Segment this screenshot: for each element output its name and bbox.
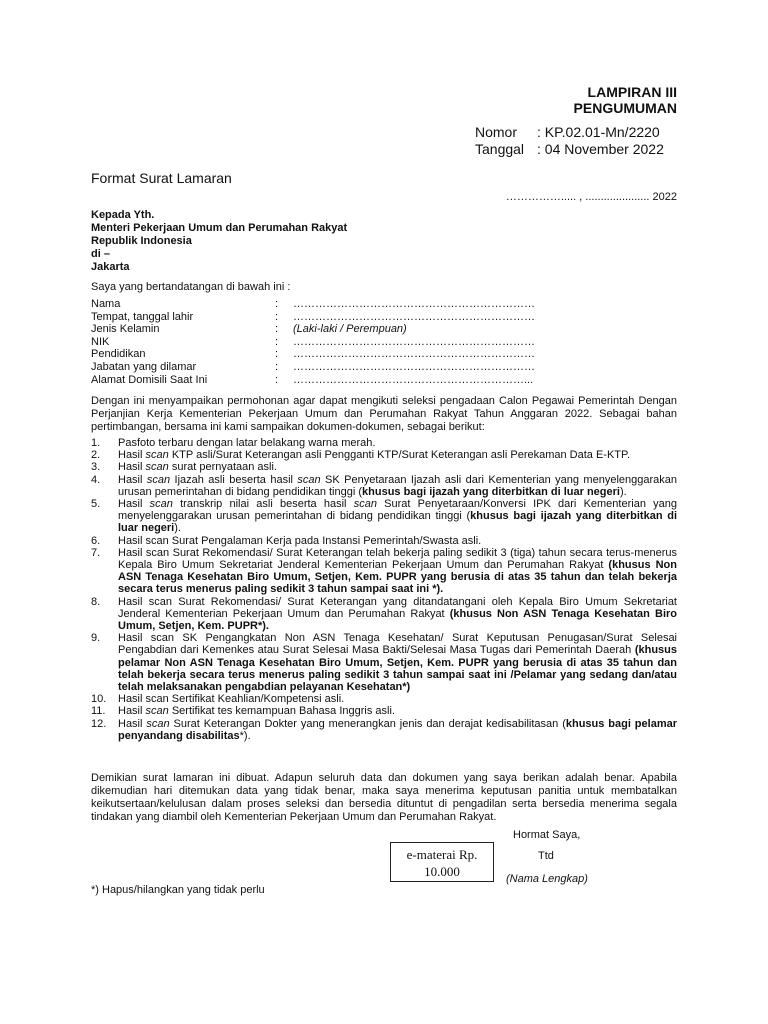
applicant-fields [91,298,583,386]
document-item [91,437,677,449]
field-row [91,311,583,324]
field-row [91,323,583,336]
recipient-address [91,209,347,274]
field-label: Jabatan yang dilamar [91,360,197,373]
reference-block [475,124,664,158]
field-value: ………………………………………………………… [293,298,535,310]
document-text-part: (khusus Non ASN Tenaga Kesehatan Biro Umum, Setjen, Kem. PUPR yang berusia di atas 35 tahun dan telah bekerja secara terus menerus paling sedikit 3 tahun sampai saat ini *). [118,559,677,596]
document-text-part: Hasil [118,461,146,474]
address-country: Republik Indonesia [91,235,192,247]
document-number: 7. [91,546,101,559]
document-text [118,596,677,633]
field-label: Jenis Kelamin [91,323,160,336]
document-item [91,498,677,535]
field-colon: : [275,335,279,348]
document-number: 6. [91,534,101,547]
field-label: NIK [91,335,110,348]
address-at: di – [91,248,110,260]
e-materai-box [390,842,494,882]
field-value: ………………………………………………………… [293,335,535,348]
field-colon: : [275,373,279,386]
document-text [118,437,677,449]
document-text-part: scan [353,498,377,511]
document-number: 11. [91,705,106,718]
field-label: Nama [91,298,121,310]
regards-text: Hormat Saya, [513,829,581,841]
document-text-part: SK Penyetaraan Ijazah asli dari Kementerian yang menyelenggarakan urusan pemerintahan di bidang pendidikan tinggi ( [118,473,677,498]
document-text [118,705,677,717]
document-text-part: Hasil [118,705,146,718]
document-number: 10. [91,693,107,706]
document-text [118,693,677,705]
document-text [118,718,677,742]
field-value: ………………………………………………………... [293,373,534,386]
document-item [91,693,677,705]
reference-date: Tanggal : 04 November 2022 [475,141,664,157]
document-number: 3. [91,461,101,474]
document-item [91,449,677,461]
document-text-part: ). [619,485,627,498]
document-text-part: (khusus pelamar Non ASN Tenaga Kesehatan Biro Umum, Setjen, Kem. PUPR yang berusia di atas 35 tahun dan telah bekerja secara terus menerus paling sedikit 3 tahun sampai saat ini /Pelamar yang sedang dan/atau telah melaksanakan pengabdian pelayanan Kesehatan*) [118,644,677,694]
document-text-part: Hasil scan Surat Pengalaman Kerja pada Instansi Pemerintah/Swasta asli. [118,534,482,547]
document-text-part: khusus bagi pelamar penyandang disabilitas [118,717,677,742]
field-row [91,361,583,374]
format-title: Format Surat Lamaran [91,170,232,186]
document-text-part: scan [146,717,170,730]
document-item [91,705,677,717]
document-text-part: Pasfoto terbaru dengan latar belakang warna merah. [118,437,376,449]
document-list [91,437,677,742]
document-text-part: Ijazah asli beserta hasil [170,473,298,486]
document-number: 12. [91,717,107,730]
document-number: 1. [91,437,101,449]
address-city: Jakarta [91,261,130,273]
address-office: Menteri Pekerjaan Umum dan Perumahan Rakyat [91,222,348,234]
document-text-part: transkrip nilai asli beserta hasil [172,498,354,511]
attachment-header [574,84,677,116]
field-value: ………………………………………………………… [293,310,535,323]
field-colon: : [275,298,279,310]
signature-ttd: Ttd [538,850,554,862]
document-text [118,547,677,596]
document-text-part: Hasil scan SK Pengangkatan Non ASN Tenaga Kesehatan/ Surat Keputusan Penugasan/Surat Selesai Pengabdian dari Kemenkes atau Surat Selesai Masa Bakti/Selesai Masa Tugas dari Pemerintah Daerah [118,632,677,657]
document-text-part: scan [145,705,169,718]
document-text-part: khusus bagi ijazah yang diterbitkan di luar negeri [362,485,620,498]
document-text-part: Hasil [118,717,147,730]
reference-number: Nomor : KP.02.01-Mn/2220 [475,124,660,140]
document-text-part: KTP asli/Surat Keterangan asli Pengganti KTP/Surat Keterangan asli Perekaman Data E-KTP. [168,449,631,462]
field-colon: : [275,360,279,373]
document-text-part: ). [174,522,181,535]
field-label: Pendidikan [91,348,146,361]
document-item [91,718,677,742]
document-text [118,535,677,547]
document-text-part: Hasil [118,498,150,511]
document-item [91,596,677,633]
document-number: 8. [91,595,101,608]
document-text-part: Hasil scan Sertifikat Keahlian/Kompetensi asli. [118,693,345,706]
stamp-amount: 10.000 [424,864,460,879]
document-number: 4. [91,473,101,486]
document-text-part: scan [146,473,171,486]
document-text-part: Hasil [118,473,147,486]
announcement-label: PENGUMUMAN [573,100,677,116]
field-value: (Laki-laki / Perempuan) [293,323,407,336]
document-text [118,449,677,461]
document-item [91,632,677,693]
document-text-part: Hasil scan Surat Rekomendasi/ Surat Keterangan yang ditandatangani oleh Kepala Biro Umum Sekretariat Jenderal Kementerian Pekerjaan Umum dan Perumahan Rakyat [118,595,677,620]
field-value: ………………………………………………………… [293,360,535,373]
document-text-part: surat pernyataan asli. [168,461,277,474]
request-paragraph: Dengan ini menyampaikan permohonan agar dapat mengikuti seleksi pengadaan Calon Pegawai Pemerintah Dengan Perjanjian Kerja Kementerian Pekerjaan Umum dan Perumahan Rakyat Tahun Anggaran 2022. Sebagai bahan pertimbangan, bersama ini kami sampaikan dokumen-dokumen, sebagai berikut: [91,395,677,433]
document-item [91,461,677,473]
document-text-part: scan [145,449,169,462]
document-item [91,474,677,498]
document-text-part: Sertifikat tes kemampuan Bahasa Inggris asli. [168,705,395,718]
footnote: *) Hapus/hilangkan yang tidak perlu [91,884,265,896]
document-text-part: scan [149,498,173,511]
field-label: Alamat Domisili Saat Ini [91,373,208,386]
document-text-part: Surat Keterangan Dokter yang menerangkan jenis dan derajat kedisabilitasan ( [169,717,566,730]
document-text [118,632,677,693]
field-row [91,336,583,349]
field-row [91,348,583,361]
document-number: 5. [91,498,101,511]
field-colon: : [275,348,279,361]
field-label: Tempat, tanggal lahir [91,310,194,323]
field-colon: : [275,310,279,323]
field-row [91,298,583,311]
document-text-part: *). [239,729,251,742]
document-text-part: Surat Penyetaraan/Konversi IPK dari Kementerian yang menyelenggarakan urusan pemerintahan di bidang pendidikan tinggi ( [118,498,677,523]
document-number: 9. [91,632,101,645]
document-text-part: scan [145,461,169,474]
document-text-part: (khusus Non ASN Tenaga Kesehatan Biro Umum, Setjen, Kem. PUPR*). [118,607,677,633]
document-text-part: Hasil [118,449,146,462]
document-text [118,498,677,535]
field-value: ………………………………………………………… [293,348,535,361]
field-row [91,374,583,387]
document-number: 2. [91,449,101,462]
intro-text: Saya yang bertandatangan di bawah ini : [91,281,291,293]
letter-date-line: ……………..... , ..................... 2022 [505,191,677,203]
document-item [91,547,677,596]
document-text [118,474,677,498]
address-to: Kepada Yth. [91,209,155,221]
document-text-part: khusus bagi ijazah yang diterbitkan di luar negeri [118,510,678,535]
attachment-label: LAMPIRAN III [587,84,677,100]
full-name-placeholder: (Nama Lengkap) [506,873,588,885]
stamp-label: e-materai Rp. [406,847,478,862]
document-text-part: Hasil scan Surat Rekomendasi/ Surat Keterangan telah bekerja paling sedikit 3 (tiga) tahun secara terus-menerus Kepala Biro Umum Sekretariat Jenderal Kementerian Pekerjaan Umum dan Perumahan Rakyat [118,546,677,572]
document-text-part: scan [297,473,321,486]
document-text [118,461,677,473]
closing-paragraph: Demikian surat lamaran ini dibuat. Adapun seluruh data dan dokumen yang saya berikan adalah benar. Apabila dikemudian hari ditemukan data yang tidak benar, maka saya menerima keputusan panitia untuk membatalkan keikutsertaan/kelulusan dalam proses seleksi dan bersedia dituntut di pengadilan serta bersedia menerima segala tindakan yang diambil oleh Kementerian Pekerjaan Umum dan Perumahan Rakyat. [91,772,677,823]
field-colon: : [275,323,279,336]
document-item [91,535,677,547]
